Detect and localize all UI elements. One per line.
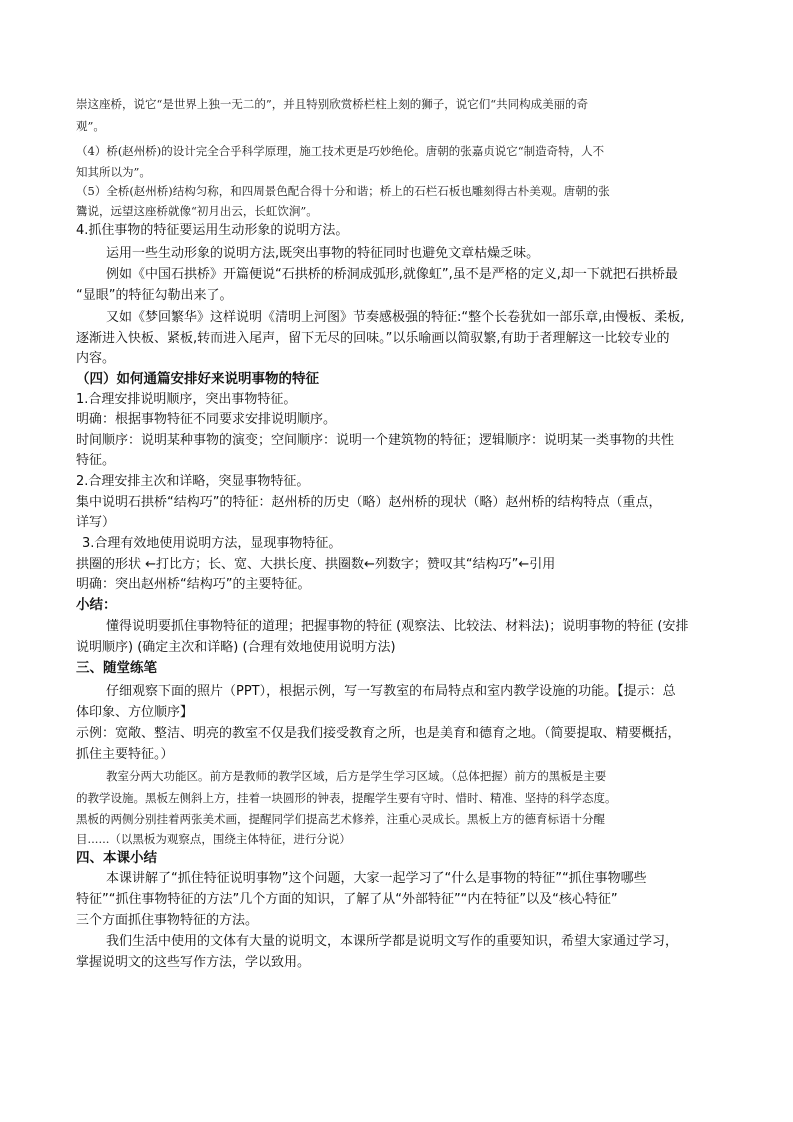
text-line: 仔细观察下面的照片（PPT），根据示例，写一写教室的布局特点和室内教学设施的功能。【提示：总 [106, 684, 676, 699]
text-line: 详写） [76, 515, 116, 530]
text-line: 明确：突出赵州桥“结构巧”的主要特征。 [76, 577, 311, 592]
text-line: 明确：根据事物特征不同要求安排说明顺序。 [76, 412, 337, 427]
text-line: 例如《中国石拱桥》开篇便说“石拱桥的桥洞成弧形,就像虹”,虽不是严格的定义,却一下就把石拱桥最 [106, 267, 678, 282]
text-line: 特征。 [76, 453, 116, 468]
text-line: 掌握说明文的这些写作方法，学以致用。 [76, 955, 311, 970]
text-line: 我们生活中使用的文体有大量的说明文，本课所学都是说明文写作的重要知识，希望大家通过学习， [106, 934, 679, 949]
text-line: “显眼”的特征勾勒出来了。 [76, 288, 233, 303]
text-line: 说明顺序) (确定主次和详略) (合理有效地使用说明方法) [76, 640, 396, 655]
text-line: 目......（以黑板为观察点，围绕主体特征，进行分说） [76, 832, 351, 846]
text-line: 懂得说明要抓住事物特征的道理；把握事物的特征 (观察法、比较法、材料法)；说明事物的特征 (安排 [106, 619, 689, 634]
text-line: 集中说明石拱桥“结构巧”的特征：赵州桥的历史（略）赵州桥的现状（略）赵州桥的结构特点（重点， [76, 495, 662, 510]
text-line: 运用一些生动形象的说明方法,既突出事物的特征同时也避免文章枯燥乏味。 [106, 246, 540, 261]
section-heading: 四、本课小结 [76, 850, 157, 866]
text-line: 本课讲解了“抓住特征说明事物”这个问题，大家一起学习了“什么是事物的特征”“抓住事物哪些 [106, 871, 647, 886]
text-line: 拱圈的形状 ←打比方；长、宽、大拱长度、拱圈数←列数字；赞叹其“结构巧”←引用 [76, 557, 556, 572]
text-line: （5）全桥(赵州桥)结构匀称，和四周景色配合得十分和谐；桥上的石栏石板也雕刻得古朴美观。唐朝的张 [76, 184, 610, 198]
text-line: 示例：宽敞、整洁、明亮的教室不仅是我们接受教育之所，也是美育和德育之地。（简要提取、精要概括， [76, 726, 681, 741]
text-line: 逐渐进入快板、紧板,转而进入尾声，留下无尽的回味。”以乐喻画以简驭繁,有助于者理解这一比较专业的 [76, 331, 670, 346]
section-heading: 小结： [76, 597, 117, 613]
text-line: 崇这座桥，说它“是世界上独一无二的”，并且特别欣赏桥栏柱上刻的狮子，说它们“共同构成美丽的奇 [76, 97, 589, 111]
text-line: 黑板的两侧分别挂着两张美术画，提醒同学们提高艺术修养，注重心灵成长。黑板上方的德育标语十分醒 [76, 812, 605, 826]
text-line: 观”。 [76, 119, 105, 133]
text-line: 的教学设施。黑板左侧斜上方，挂着一块圆形的钟表，提醒学生要有守时、惜时、精准、坚持的科学态度。 [76, 791, 617, 805]
text-line: 抓住主要特征。） [76, 747, 174, 762]
text-line: 1.合理安排说明顺序，突出事物特征。 [76, 392, 297, 407]
text-line: 教室分两大功能区。前方是教师的教学区域，后方是学生学习区域。（总体把握）前方的黑板是主要 [106, 769, 607, 783]
text-line: 知其所以为”。 [76, 165, 151, 179]
text-line: 又如《梦回繁华》这样说明《清明上河图》节奏感极强的特征:“整个长卷犹如一部乐章,由慢板、柔板, [106, 310, 685, 325]
section-heading: （四）如何通篇安排好来说明事物的特征 [76, 371, 319, 387]
text-line: 体印象、方位顺序】 [76, 705, 194, 720]
section-heading: 三、随堂练笔 [76, 660, 157, 676]
text-line: 三个方面抓住事物特征的方法。 [76, 913, 259, 928]
text-line: 内容。 [76, 351, 116, 366]
text-line: （4）桥(赵州桥)的设计完全合乎科学原理，施工技术更是巧妙绝伦。唐朝的张嘉贞说它“制造奇特，人不 [76, 144, 605, 158]
text-line: 时间顺序：说明某种事物的演变；空间顺序：说明一个建筑物的特征；逻辑顺序：说明某一类事物的共性 [76, 433, 675, 448]
text-line: 特征”“抓住事物特征的方法”几个方面的知识，了解了从“外部特征”“内在特征”以及“核心特征” [76, 892, 618, 907]
text-line: 3.合理有效地使用说明方法，显现事物特征。 [82, 536, 342, 551]
text-line: 4.抓住事物的特征要运用生动形象的说明方法。 [76, 223, 349, 238]
text-line: 2.合理安排主次和详略，突显事物特征。 [76, 474, 310, 489]
text-line: 鷟说，远望这座桥就像“初月出云，长虹饮涧”。 [76, 204, 318, 218]
